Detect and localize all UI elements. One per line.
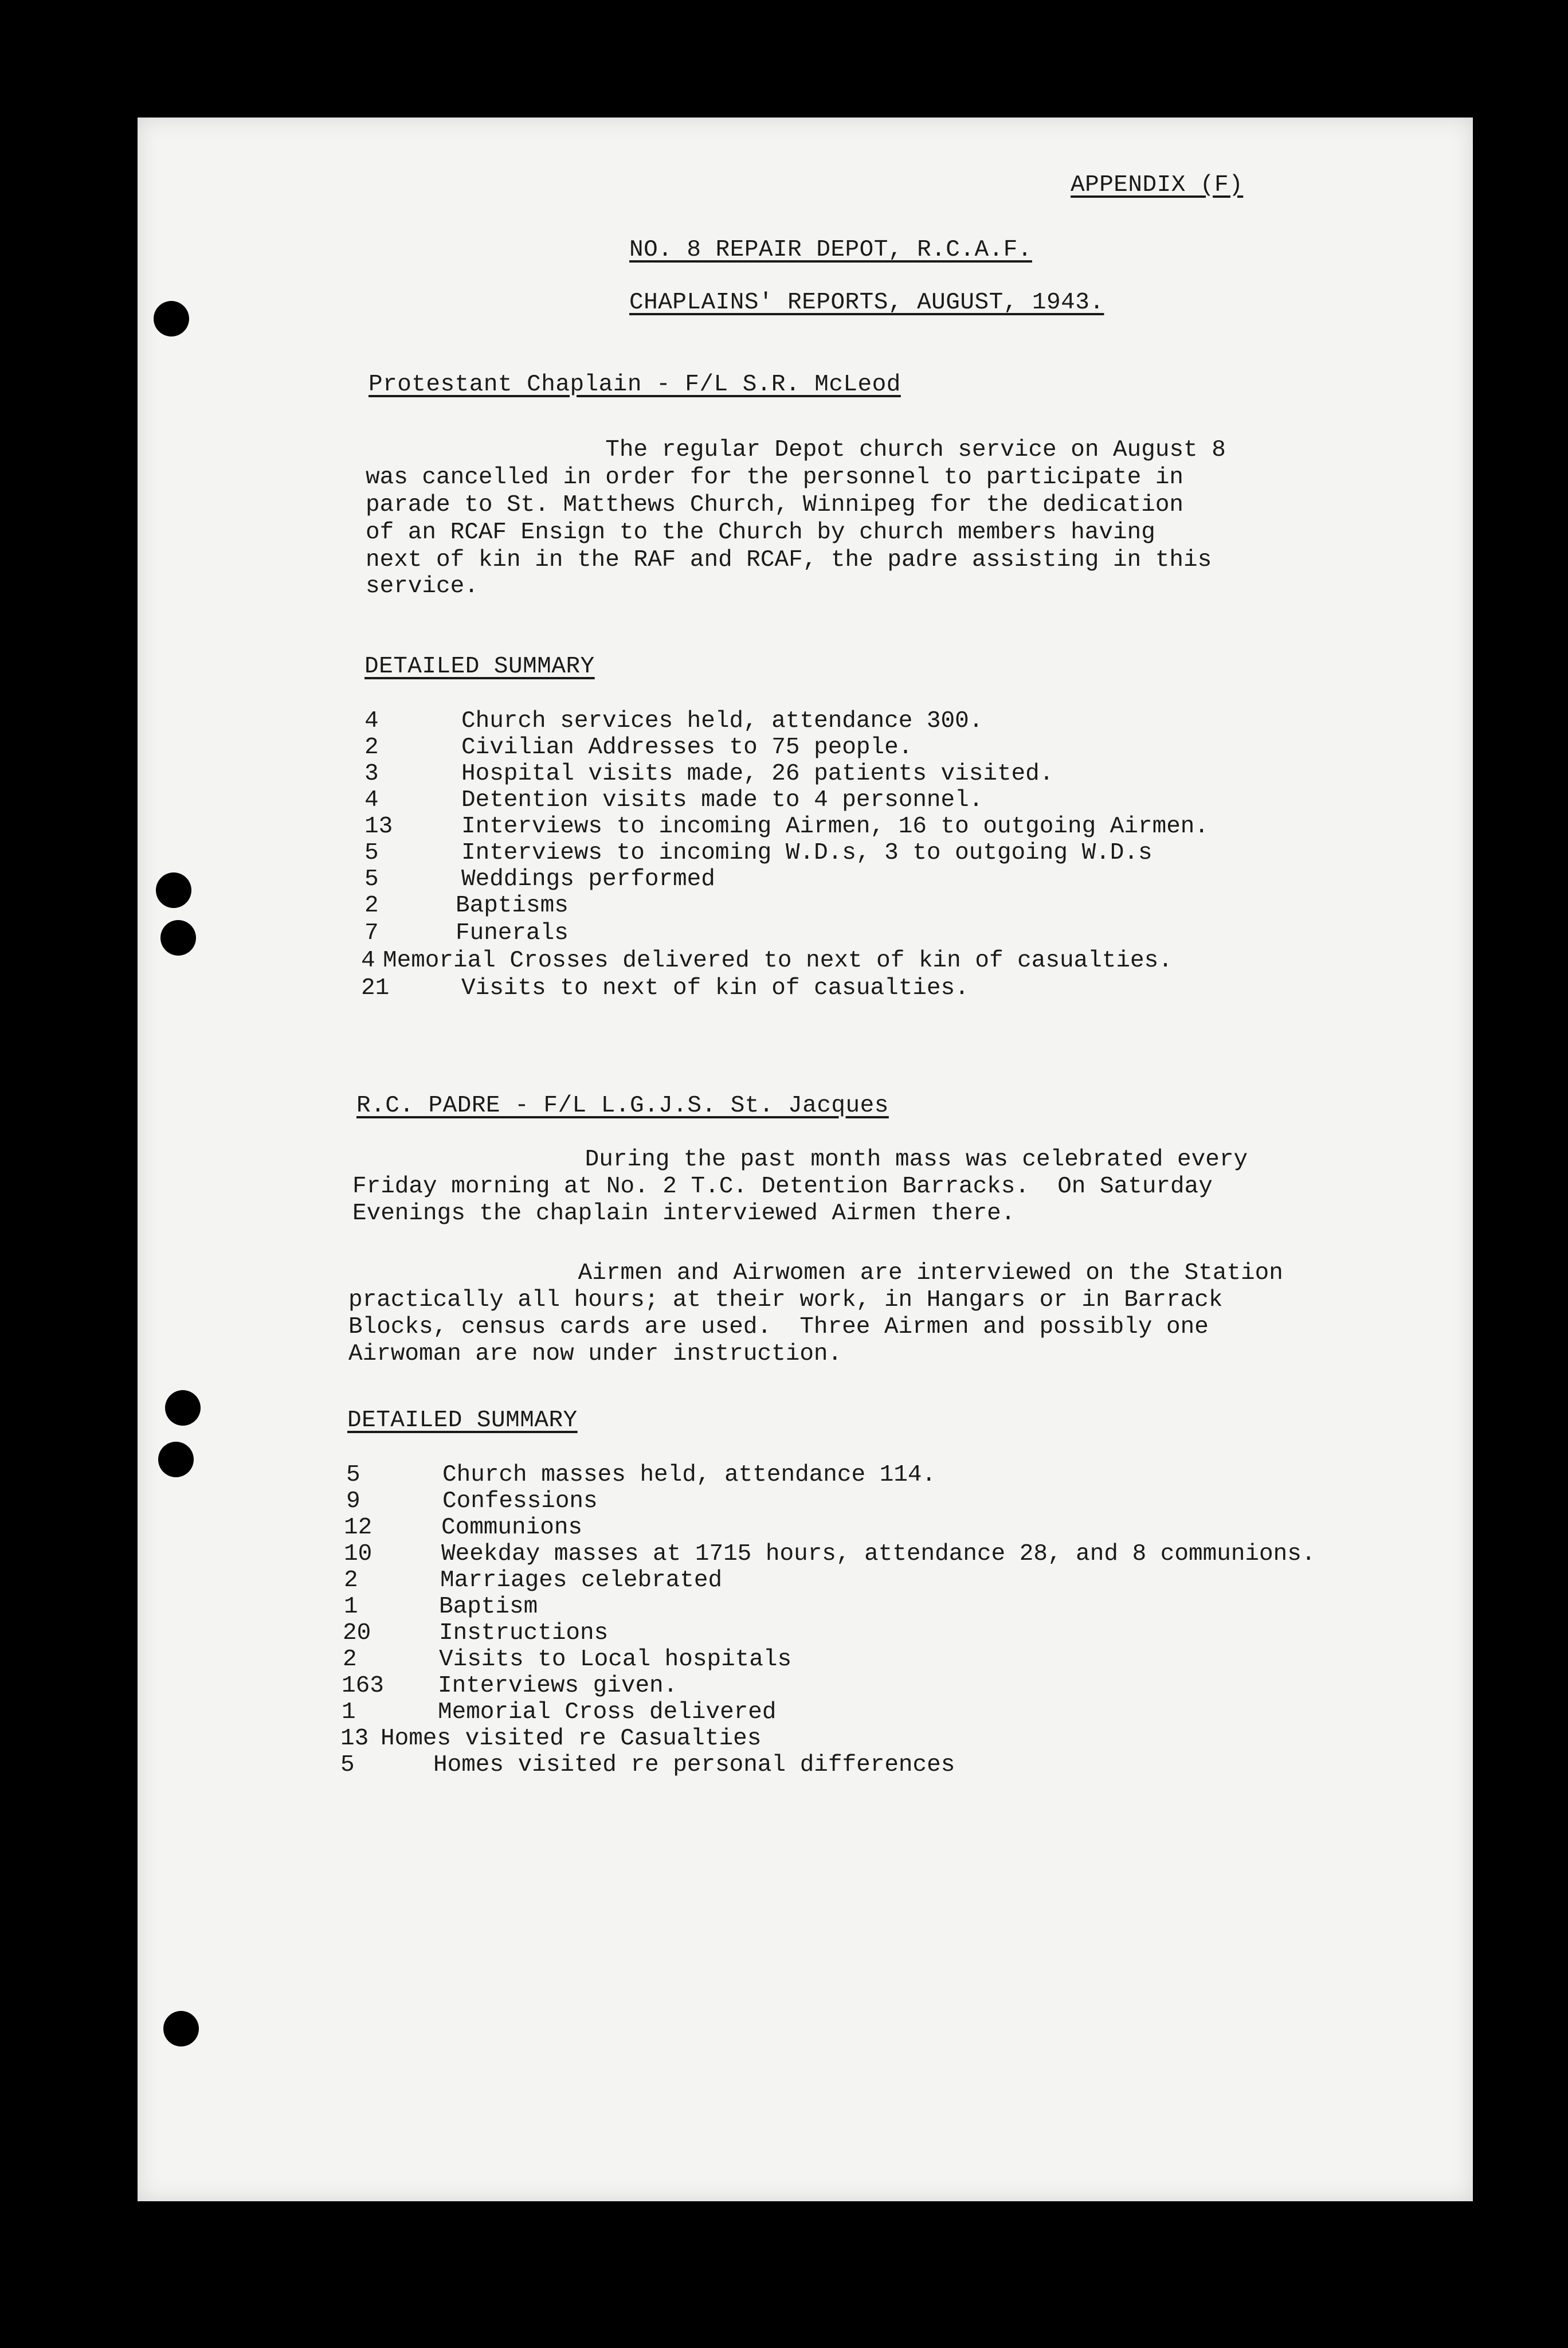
summary-item: Church services held, attendance 300. [461, 708, 983, 734]
paragraph-line: Airmen and Airwomen are interviewed on the Station [352, 1260, 1283, 1286]
summary-item: Homes visited re personal differences [433, 1752, 955, 1778]
paragraph-line: was cancelled in order for the personnel to participate in [366, 464, 1184, 491]
summary-count: 2 [364, 734, 379, 761]
paragraph-line: next of kin in the RAF and RCAF, the padre assisting in this [366, 547, 1212, 573]
summary-count: 12 [344, 1515, 373, 1541]
summary-count: 163 [342, 1673, 384, 1699]
summary-item: Interviews given. [438, 1673, 678, 1699]
summary-count: 9 [346, 1488, 360, 1515]
rc-heading: R.C. PADRE - F/L L.G.J.S. St. Jacques [356, 1093, 889, 1119]
summary-item: Detention visits made to 4 personnel. [461, 787, 983, 813]
punch-hole [165, 1390, 201, 1426]
paragraph-line: Friday morning at No. 2 T.C. Detention Barracks. On Saturday [352, 1173, 1213, 1200]
summary-item: Memorial Cross delivered [438, 1699, 777, 1725]
paragraph-line: Airwoman are now under instruction. [348, 1341, 842, 1367]
paragraph-line: parade to St. Matthews Church, Winnipeg for the dedication [366, 492, 1184, 518]
summary-count: 1 [342, 1699, 356, 1725]
summary-item: Visits to Local hospitals [439, 1646, 792, 1673]
summary-item: Hospital visits made, 26 patients visited. [461, 761, 1054, 787]
summary-count: 4 [364, 708, 379, 734]
summary-item: Visits to next of kin of casualties. [461, 975, 969, 1001]
summary-count: 5 [364, 866, 379, 893]
summary-item: Memorial Crosses delivered to next of kin of casualties. [383, 948, 1173, 974]
summary-count: 2 [364, 893, 379, 919]
punch-hole [158, 1442, 194, 1477]
punch-hole [163, 2011, 199, 2046]
summary-item: Confessions [442, 1488, 598, 1515]
paragraph-line: service. [366, 573, 479, 600]
summary-count: 5 [340, 1752, 355, 1778]
summary-item: Homes visited re Casualties [381, 1725, 762, 1752]
summary-count: 21 [361, 975, 390, 1001]
paragraph-line: Evenings the chaplain interviewed Airmen there. [352, 1200, 1016, 1227]
summary-count: 7 [364, 920, 379, 946]
summary-heading: DETAILED SUMMARY [364, 653, 595, 680]
summary-count: 5 [364, 840, 379, 866]
summary-heading: DETAILED SUMMARY [347, 1407, 578, 1434]
summary-count: 4 [364, 787, 379, 813]
paragraph-line: The regular Depot church service on August 8 [366, 437, 1226, 463]
summary-item: Weddings performed [461, 866, 715, 893]
summary-count: 10 [344, 1541, 373, 1567]
summary-count: 2 [344, 1567, 358, 1594]
punch-hole [160, 920, 196, 956]
punch-hole [156, 872, 191, 908]
summary-item: Church masses held, attendance 114. [442, 1462, 936, 1488]
summary-item: Instructions [439, 1620, 609, 1646]
paragraph-line: of an RCAF Ensign to the Church by church members having [366, 519, 1155, 546]
summary-item: Baptism [439, 1594, 538, 1620]
unit-title: NO. 8 REPAIR DEPOT, R.C.A.F. [629, 237, 1032, 263]
report-title: CHAPLAINS' REPORTS, AUGUST, 1943. [629, 289, 1104, 316]
summary-count: 13 [340, 1725, 369, 1752]
summary-count: 20 [343, 1620, 371, 1646]
summary-item: Marriages celebrated [440, 1567, 723, 1594]
paragraph-line: Blocks, census cards are used. Three Airmen and possibly one [348, 1314, 1209, 1340]
summary-item: Civilian Addresses to 75 people. [461, 734, 913, 761]
paragraph-line: During the past month mass was celebrated every [359, 1146, 1248, 1173]
summary-count: 3 [364, 761, 379, 787]
summary-count: 4 [361, 948, 375, 974]
protestant-heading: Protestant Chaplain - F/L S.R. McLeod [369, 371, 901, 398]
summary-item: Baptisms [456, 893, 569, 919]
summary-count: 2 [343, 1646, 357, 1673]
summary-item: Weekday masses at 1715 hours, attendance 28, and 8 communions. [441, 1541, 1316, 1567]
summary-item: Communions [441, 1515, 583, 1541]
appendix-label: APPENDIX (F) [1071, 172, 1244, 198]
summary-item: Funerals [456, 920, 569, 946]
punch-hole [154, 301, 189, 336]
summary-item: Interviews to incoming W.D.s, 3 to outgoing W.D.s [461, 840, 1153, 866]
paragraph-line: practically all hours; at their work, in Hangars or in Barrack [348, 1287, 1223, 1313]
summary-item: Interviews to incoming Airmen, 16 to outgoing Airmen. [461, 813, 1209, 840]
summary-count: 5 [346, 1462, 360, 1488]
summary-count: 13 [364, 813, 393, 840]
summary-count: 1 [344, 1594, 358, 1620]
